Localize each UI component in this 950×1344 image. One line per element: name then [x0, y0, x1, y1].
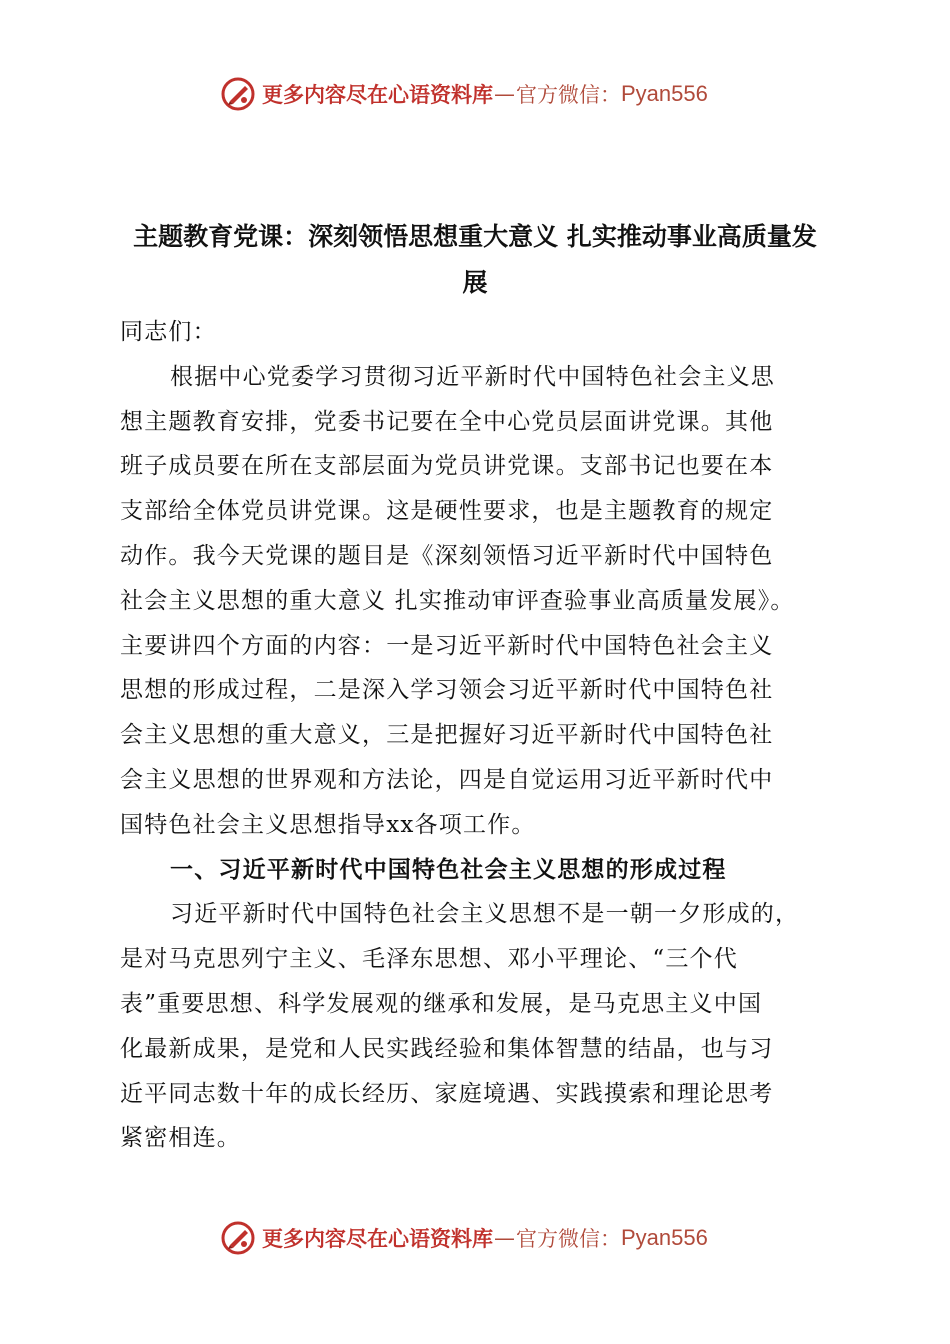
paragraph-line: 化最新成果，是党和人民实践经验和集体智慧的结晶，也与习	[120, 1035, 774, 1062]
paragraph-line: 思想的形成过程，二是深入学习领会习近平新时代中国特色社	[120, 677, 774, 704]
footer-banner	[220, 1218, 708, 1258]
header-banner	[220, 74, 708, 114]
paragraph-intro	[120, 355, 840, 848]
paragraph-line: 社会主义思想的重大意义 扎实推动审评查验事业高质量发展》。	[120, 587, 795, 614]
paragraph-line: 想主题教育安排，党委书记要在全中心党员层面讲党课。其他	[120, 408, 774, 435]
paragraph-line: 表”重要思想、科学发展观的继承和发展，是马克思主义中国	[120, 990, 763, 1017]
salutation: 同志们：	[120, 319, 217, 345]
banner-text: 更多内容尽在心语资料库	[262, 1226, 493, 1251]
pen-heart-logo-icon	[220, 1220, 256, 1256]
paragraph-line: 会主义思想的重大意义，三是把握好习近平新时代中国特色社	[120, 722, 774, 749]
banner-wechat-id: Pyan556	[621, 81, 708, 106]
banner-separator: —	[494, 1226, 515, 1250]
paragraph-line: 习近平新时代中国特色社会主义思想不是一朝一夕形成的，	[170, 901, 800, 928]
paragraph-line: 根据中心党委学习贯彻习近平新时代中国特色社会主义思	[170, 363, 775, 390]
banner-wechat-label: 官方微信：	[516, 1227, 621, 1251]
banner-wechat-id: Pyan556	[621, 1225, 708, 1250]
paragraph-section-1	[120, 892, 840, 1161]
banner-wechat-label: 官方微信：	[516, 83, 621, 107]
paragraph-line: 主要讲四个方面的内容：一是习近平新时代中国特色社会主义	[120, 632, 774, 659]
banner-separator: —	[494, 82, 515, 106]
document-body	[120, 310, 840, 1161]
title-line: 主题教育党课：深刻领悟思想重大意义 扎实推动事业高质量发	[133, 222, 817, 251]
document-title	[120, 214, 830, 306]
paragraph-line: 近平同志数十年的成长经历、家庭境遇、实践摸索和理论思考	[120, 1080, 774, 1107]
section-heading-1: 一、习近平新时代中国特色社会主义思想的形成过程	[170, 855, 727, 883]
paragraph-line: 是对马克思列宁主义、毛泽东思想、邓小平理论、“三个代	[120, 946, 738, 973]
paragraph-line: 班子成员要在所在支部层面为党员讲党课。支部书记也要在本	[120, 453, 774, 480]
banner-text: 更多内容尽在心语资料库	[262, 82, 493, 107]
paragraph-line: 动作。我今天党课的题目是《深刻领悟习近平新时代中国特色	[120, 542, 774, 569]
paragraph-line: 紧密相连。	[120, 1125, 241, 1152]
paragraph-line: 国特色社会主义思想指导xx各项工作。	[120, 811, 536, 838]
title-line: 展	[462, 268, 488, 297]
paragraph-line: 会主义思想的世界观和方法论，四是自觉运用习近平新时代中	[120, 766, 774, 793]
pen-heart-logo-icon	[220, 76, 256, 112]
paragraph-line: 支部给全体党员讲党课。这是硬性要求，也是主题教育的规定	[120, 498, 774, 525]
